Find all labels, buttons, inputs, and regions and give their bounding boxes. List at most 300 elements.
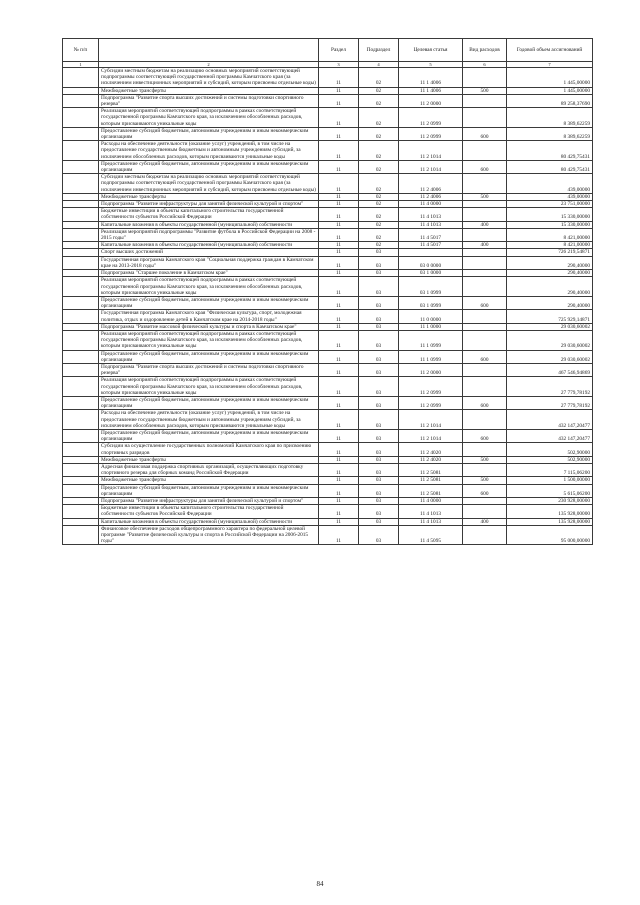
row-index-cell <box>63 193 99 200</box>
row-amount: 1 445,00000 <box>507 68 593 88</box>
row-exptype: 600 <box>463 127 507 140</box>
row-subsection: 03 <box>359 249 399 256</box>
row-name: Реализация мероприятий соответствующей подпрограммы в рамках соответствующей государственной программы Камчатского края, за исключением обособленных расходов, которым присваиваются уникальные коды <box>99 277 319 297</box>
row-amount: 439,00000 <box>507 193 593 200</box>
row-index-cell <box>63 323 99 330</box>
row-subsection: 03 <box>359 410 399 430</box>
row-amount: 27 779,78192 <box>507 396 593 409</box>
row-amount: 725 929,14871 <box>507 310 593 323</box>
row-amount: 290,40000 <box>507 256 593 269</box>
row-section: 11 <box>319 228 359 241</box>
table-header-row <box>63 39 593 62</box>
row-subsection: 03 <box>359 443 399 456</box>
row-target: 11 2 0000 <box>399 94 463 107</box>
row-target: 11 2 1014 <box>399 141 463 161</box>
table-row <box>63 410 593 430</box>
row-amount: 135 928,00000 <box>507 505 593 518</box>
row-amount: 290,40000 <box>507 270 593 277</box>
row-section: 11 <box>319 193 359 200</box>
row-amount: 29 030,60002 <box>507 330 593 350</box>
row-target: 11 4 5017 <box>399 228 463 241</box>
table-row <box>63 498 593 505</box>
row-section: 11 <box>319 363 359 376</box>
row-exptype <box>463 174 507 194</box>
row-subsection: 03 <box>359 256 399 269</box>
table-row <box>63 377 593 397</box>
row-name: Адресная финансовая поддержка спортивных организаций, осуществляющих подготовку спортивного резерва для сборных команд Российской Федерации <box>99 463 319 476</box>
row-exptype: 500 <box>463 87 507 94</box>
row-exptype: 600 <box>463 160 507 173</box>
row-section: 11 <box>319 141 359 161</box>
row-subsection: 03 <box>359 484 399 497</box>
table-row <box>63 443 593 456</box>
row-amount: 8 421,00000 <box>507 242 593 249</box>
row-name: Реализация мероприятий соответствующей подпрограммы в рамках соответствующей государственной программы Камчатского края, за исключением обособленных расходов, которым присваиваются уникальные коды <box>99 330 319 350</box>
row-amount: 290,40000 <box>507 296 593 309</box>
row-target: 03 0 0000 <box>399 256 463 269</box>
row-index-cell <box>63 277 99 297</box>
row-amount: 502,90000 <box>507 443 593 456</box>
row-section: 11 <box>319 456 359 463</box>
row-index-cell <box>63 505 99 518</box>
row-name: Межбюджетные трансферты <box>99 456 319 463</box>
table-row <box>63 456 593 463</box>
row-index-cell <box>63 160 99 173</box>
row-target: 11 1 0999 <box>399 330 463 350</box>
table-row <box>63 127 593 140</box>
row-subsection: 03 <box>359 456 399 463</box>
column-number: 6 <box>463 62 507 68</box>
row-amount: 8 421,00000 <box>507 228 593 241</box>
row-amount: 439,00000 <box>507 174 593 194</box>
table-row <box>63 221 593 228</box>
table-row <box>63 160 593 173</box>
row-amount: 89 258,37690 <box>507 94 593 107</box>
table-row <box>63 396 593 409</box>
row-target: 11 2 5081 <box>399 484 463 497</box>
row-subsection: 03 <box>359 429 399 442</box>
table-row <box>63 277 593 297</box>
row-index-cell <box>63 363 99 376</box>
row-amount: 15 330,00000 <box>507 208 593 221</box>
row-amount: 15 330,00000 <box>507 221 593 228</box>
row-section: 11 <box>319 377 359 397</box>
row-section: 11 <box>319 410 359 430</box>
row-target: 11 4 1013 <box>399 505 463 518</box>
row-target: 11 2 1014 <box>399 160 463 173</box>
table-row <box>63 350 593 363</box>
row-name: Подпрограмма "Развитие массовой физической культуры и спорта в Камчатском крае" <box>99 323 319 330</box>
row-exptype: 600 <box>463 396 507 409</box>
header-index: № п/п <box>63 39 99 62</box>
row-subsection: 03 <box>359 498 399 505</box>
row-name: Спорт высших достижений <box>99 249 319 256</box>
row-index-cell <box>63 68 99 88</box>
row-name: Государственная программа Камчатского края "Физическая культура, спорт, молодежная политика, отдых и оздоровление детей в Камчатском крае на 2014-2018 годы" <box>99 310 319 323</box>
row-target: 11 4 5095 <box>399 525 463 545</box>
row-section: 11 <box>319 108 359 128</box>
header-amount: Годовой объем ассигнований <box>507 39 593 62</box>
row-target: 11 2 5081 <box>399 463 463 476</box>
table-body <box>63 68 593 545</box>
row-index-cell <box>63 377 99 397</box>
row-section: 11 <box>319 484 359 497</box>
row-exptype <box>463 256 507 269</box>
row-amount: 27 779,78192 <box>507 377 593 397</box>
row-subsection: 02 <box>359 242 399 249</box>
row-index-cell <box>63 310 99 323</box>
row-index-cell <box>63 127 99 140</box>
row-name: Капитальные вложения в объекты государственной (муниципальной) собственности <box>99 242 319 249</box>
column-number: 1 <box>63 62 99 68</box>
row-exptype: 500 <box>463 193 507 200</box>
row-subsection: 02 <box>359 228 399 241</box>
row-name: Финансовое обеспечение расходов общепрограммного характера по федеральной целевой программе "Развитие физической культуры и спорта в Российской Федерации на 2006-2015 годы" <box>99 525 319 545</box>
row-subsection: 03 <box>359 296 399 309</box>
row-index-cell <box>63 256 99 269</box>
table-row <box>63 330 593 350</box>
row-section: 11 <box>319 477 359 484</box>
row-target: 11 1 0999 <box>399 350 463 363</box>
column-number: 3 <box>319 62 359 68</box>
row-name: Межбюджетные трансферты <box>99 193 319 200</box>
row-section: 11 <box>319 94 359 107</box>
table-row <box>63 270 593 277</box>
row-index-cell <box>63 208 99 221</box>
row-exptype: 600 <box>463 350 507 363</box>
page-number: 84 <box>316 880 324 888</box>
row-name: Расходы на обеспечение деятельности (оказание услуг) учреждений, в том числе на предоставление государственным бюджетным и автономным учреждениям субсидий, за исключением обособленных расходов, которым присваиваются уникальные коды <box>99 410 319 430</box>
header-subsection: Подраздел <box>359 39 399 62</box>
row-section: 11 <box>319 256 359 269</box>
row-name: Реализация мероприятий соответствующей подпрограммы в рамках соответствующей государственной программы Камчатского края, за исключением обособленных расходов, которым присваиваются уникальные коды <box>99 377 319 397</box>
row-section: 11 <box>319 127 359 140</box>
row-section: 11 <box>319 505 359 518</box>
row-subsection: 03 <box>359 396 399 409</box>
row-index-cell <box>63 249 99 256</box>
row-section: 11 <box>319 396 359 409</box>
row-exptype <box>463 108 507 128</box>
row-section: 11 <box>319 221 359 228</box>
row-subsection: 03 <box>359 463 399 476</box>
row-amount: 432 147,20477 <box>507 410 593 430</box>
row-subsection: 02 <box>359 221 399 228</box>
row-index-cell <box>63 477 99 484</box>
row-target: 11 0 0000 <box>399 310 463 323</box>
row-index-cell <box>63 350 99 363</box>
row-exptype <box>463 505 507 518</box>
table-row <box>63 94 593 107</box>
budget-table <box>62 38 593 545</box>
row-exptype <box>463 270 507 277</box>
row-amount: 8 389,62259 <box>507 127 593 140</box>
row-exptype: 400 <box>463 221 507 228</box>
table-row <box>63 68 593 88</box>
row-target: 11 4 1013 <box>399 221 463 228</box>
row-target: 11 2 4020 <box>399 443 463 456</box>
row-name: Бюджетные инвестиции в объекты капитального строительства государственной собственности субъектов Российской Федерации <box>99 208 319 221</box>
row-index-cell <box>63 484 99 497</box>
row-target: 11 2 4006 <box>399 174 463 194</box>
row-name: Субсидии на осуществление государственных полномочий Камчатского края по присвоению спортивных разрядов <box>99 443 319 456</box>
row-exptype <box>463 443 507 456</box>
row-amount: 135 928,00000 <box>507 518 593 525</box>
row-subsection: 03 <box>359 270 399 277</box>
row-exptype: 400 <box>463 242 507 249</box>
table-row <box>63 208 593 221</box>
row-amount: 1 500,00000 <box>507 477 593 484</box>
row-target: 11 4 1013 <box>399 518 463 525</box>
row-name: Реализация мероприятий соответствующей подпрограммы в рамках соответствующей государственной программы Камчатского края, за исключением обособленных расходов, которым присваиваются уникальные коды <box>99 108 319 128</box>
table-row <box>63 296 593 309</box>
row-exptype <box>463 208 507 221</box>
row-index-cell <box>63 410 99 430</box>
row-section: 11 <box>319 201 359 208</box>
row-target: 03 1 0000 <box>399 270 463 277</box>
row-amount: 29 030,60002 <box>507 350 593 363</box>
row-index-cell <box>63 94 99 107</box>
row-section: 11 <box>319 270 359 277</box>
row-target: 11 2 5081 <box>399 477 463 484</box>
row-target: 11 2 0999 <box>399 377 463 397</box>
header-target: Целевая статья <box>399 39 463 62</box>
table-row <box>63 228 593 241</box>
table-row <box>63 429 593 442</box>
row-name: Капитальные вложения в объекты государственной (муниципальной) собственности <box>99 221 319 228</box>
row-index-cell <box>63 108 99 128</box>
row-exptype <box>463 463 507 476</box>
row-section: 11 <box>319 443 359 456</box>
table-row <box>63 141 593 161</box>
table-row <box>63 323 593 330</box>
row-target: 11 2 0999 <box>399 396 463 409</box>
row-target <box>399 249 463 256</box>
row-amount: 502,90000 <box>507 456 593 463</box>
row-subsection: 03 <box>359 377 399 397</box>
row-index-cell <box>63 228 99 241</box>
row-amount: 467 546,94869 <box>507 363 593 376</box>
row-exptype <box>463 525 507 545</box>
row-subsection: 02 <box>359 108 399 128</box>
row-subsection: 02 <box>359 141 399 161</box>
row-exptype <box>463 498 507 505</box>
row-section: 11 <box>319 87 359 94</box>
header-exptype: Вид расходов <box>463 39 507 62</box>
row-target: 11 2 4006 <box>399 193 463 200</box>
row-subsection: 03 <box>359 323 399 330</box>
row-subsection: 02 <box>359 94 399 107</box>
row-index-cell <box>63 270 99 277</box>
row-name: Предоставление субсидий бюджетным, автономным учреждениям и иным некоммерческим организациям <box>99 296 319 309</box>
table-row <box>63 518 593 525</box>
row-amount: 23 751,00000 <box>507 201 593 208</box>
row-subsection: 02 <box>359 127 399 140</box>
column-number: 7 <box>507 62 593 68</box>
row-name: Государственная программа Камчатского края "Социальная поддержка граждан в Камчатском крае на 2013-2018 годы" <box>99 256 319 269</box>
row-name: Бюджетные инвестиции в объекты капитального строительства государственной собственности субъектов Российской Федерации <box>99 505 319 518</box>
table-row <box>63 477 593 484</box>
header-section: Раздел <box>319 39 359 62</box>
table-row <box>63 174 593 194</box>
row-name: Реализация мероприятий подпрограммы "Развитие футбола в Российской Федерации на 2008 - 2015 годы" <box>99 228 319 241</box>
row-exptype <box>463 141 507 161</box>
row-subsection: 03 <box>359 525 399 545</box>
row-amount: 290,40000 <box>507 277 593 297</box>
row-amount: 95 000,00000 <box>507 525 593 545</box>
row-exptype <box>463 323 507 330</box>
row-section: 11 <box>319 323 359 330</box>
row-section: 11 <box>319 249 359 256</box>
row-index-cell <box>63 242 99 249</box>
row-exptype <box>463 68 507 88</box>
row-target: 11 1 4006 <box>399 68 463 88</box>
row-name: Предоставление субсидий бюджетным, автономным учреждениям и иным некоммерческим организациям <box>99 127 319 140</box>
row-name: Капитальные вложения в объекты государственной (муниципальной) собственности <box>99 518 319 525</box>
row-subsection: 03 <box>359 505 399 518</box>
row-name: Расходы на обеспечение деятельности (оказание услуг) учреждений, в том числе на предоставление государственным бюджетным и автономным учреждениям субсидий, за исключением обособленных расходов, которым присваиваются уникальные коды <box>99 141 319 161</box>
row-index-cell <box>63 296 99 309</box>
row-index-cell <box>63 498 99 505</box>
row-target: 11 4 5017 <box>399 242 463 249</box>
row-subsection: 02 <box>359 68 399 88</box>
row-section: 11 <box>319 330 359 350</box>
row-exptype: 600 <box>463 296 507 309</box>
row-section: 11 <box>319 242 359 249</box>
row-target: 11 1 0000 <box>399 323 463 330</box>
table-row <box>63 363 593 376</box>
row-name: Подпрограмма "Старшее поколение в Камчатском крае" <box>99 270 319 277</box>
row-exptype <box>463 228 507 241</box>
row-subsection: 03 <box>359 350 399 363</box>
row-subsection: 03 <box>359 518 399 525</box>
table-row <box>63 256 593 269</box>
row-name: Подпрограмма "Развитие спорта высших достижений и системы подготовки спортивного резерва" <box>99 363 319 376</box>
row-section: 11 <box>319 525 359 545</box>
row-name: Межбюджетные трансферты <box>99 87 319 94</box>
row-amount: 7 115,06200 <box>507 463 593 476</box>
row-target: 11 2 0000 <box>399 363 463 376</box>
row-amount: 29 030,60002 <box>507 323 593 330</box>
row-amount: 5 615,06200 <box>507 484 593 497</box>
row-index-cell <box>63 456 99 463</box>
column-number: 2 <box>99 62 319 68</box>
row-target: 11 2 0999 <box>399 108 463 128</box>
row-target: 03 1 0999 <box>399 277 463 297</box>
table-row <box>63 201 593 208</box>
row-section: 11 <box>319 68 359 88</box>
row-exptype: 600 <box>463 484 507 497</box>
row-section: 11 <box>319 174 359 194</box>
row-exptype <box>463 277 507 297</box>
column-number: 5 <box>399 62 463 68</box>
row-section: 11 <box>319 350 359 363</box>
row-subsection: 02 <box>359 208 399 221</box>
row-target: 11 2 4020 <box>399 456 463 463</box>
row-subsection: 02 <box>359 201 399 208</box>
row-section: 11 <box>319 277 359 297</box>
row-index-cell <box>63 525 99 545</box>
table-row <box>63 484 593 497</box>
row-subsection: 03 <box>359 363 399 376</box>
row-name: Предоставление субсидий бюджетным, автономным учреждениям и иным некоммерческим организациям <box>99 396 319 409</box>
row-index-cell <box>63 518 99 525</box>
table-row <box>63 193 593 200</box>
row-subsection: 02 <box>359 174 399 194</box>
row-name: Субсидии местным бюджетам на реализацию основных мероприятий соответствующей подпрограммы соответствующей государственной программы Камчатского края (за исключением инвестиционных мероприятий и субсидий, которым присвоены отдельные коды) <box>99 174 319 194</box>
table-row <box>63 505 593 518</box>
row-index-cell <box>63 87 99 94</box>
row-subsection: 02 <box>359 87 399 94</box>
row-name: Подпрограмма "Развитие инфраструктуры для занятий физической культурой и спортом" <box>99 498 319 505</box>
row-exptype <box>463 310 507 323</box>
row-index-cell <box>63 443 99 456</box>
row-subsection: 02 <box>359 193 399 200</box>
row-exptype <box>463 249 507 256</box>
row-index-cell <box>63 221 99 228</box>
row-name: Предоставление субсидий бюджетным, автономным учреждениям и иным некоммерческим организациям <box>99 350 319 363</box>
row-exptype: 400 <box>463 518 507 525</box>
row-exptype <box>463 410 507 430</box>
row-name: Предоставление субсидий бюджетным, автономным учреждениям и иным некоммерческим организациям <box>99 484 319 497</box>
row-target: 03 1 0999 <box>399 296 463 309</box>
row-name: Межбюджетные трансферты <box>99 477 319 484</box>
row-index-cell <box>63 201 99 208</box>
column-number: 4 <box>359 62 399 68</box>
row-section: 11 <box>319 498 359 505</box>
table-row <box>63 108 593 128</box>
row-amount: 8 389,62259 <box>507 108 593 128</box>
row-exptype <box>463 94 507 107</box>
row-target: 11 4 0000 <box>399 201 463 208</box>
table-row <box>63 310 593 323</box>
table-row <box>63 87 593 94</box>
row-index-cell <box>63 174 99 194</box>
table-row <box>63 249 593 256</box>
row-section: 11 <box>319 429 359 442</box>
row-name: Предоставление субсидий бюджетным, автономным учреждениям и иным некоммерческим организациям <box>99 429 319 442</box>
table-row <box>63 525 593 545</box>
row-target: 11 2 1014 <box>399 429 463 442</box>
row-index-cell <box>63 141 99 161</box>
row-exptype: 500 <box>463 456 507 463</box>
row-amount: 230 928,00000 <box>507 498 593 505</box>
row-name: Подпрограмма "Развитие спорта высших достижений и системы подготовки спортивного резерва" <box>99 94 319 107</box>
row-subsection: 03 <box>359 310 399 323</box>
row-exptype: 500 <box>463 477 507 484</box>
row-section: 11 <box>319 310 359 323</box>
row-amount: 80 429,75431 <box>507 160 593 173</box>
row-exptype <box>463 330 507 350</box>
row-amount: 432 147,20477 <box>507 429 593 442</box>
row-subsection: 03 <box>359 477 399 484</box>
row-index-cell <box>63 330 99 350</box>
row-target: 11 2 0999 <box>399 127 463 140</box>
table-row <box>63 463 593 476</box>
row-target: 11 4 0000 <box>399 498 463 505</box>
row-section: 11 <box>319 518 359 525</box>
row-amount: 1 445,00000 <box>507 87 593 94</box>
row-section: 11 <box>319 463 359 476</box>
row-name: Субсидии местным бюджетам на реализацию основных мероприятий соответствующей подпрограммы соответствующей государственной программы Камчатского края (за исключением инвестиционных мероприятий и субсидий, которым присвоены отдельные коды) <box>99 68 319 88</box>
row-amount: 726 219,54871 <box>507 249 593 256</box>
row-index-cell <box>63 463 99 476</box>
row-name: Подпрограмма "Развитие инфраструктуры для занятий физической культурой и спортом" <box>99 201 319 208</box>
row-section: 11 <box>319 208 359 221</box>
row-target: 11 4 1013 <box>399 208 463 221</box>
row-index-cell <box>63 396 99 409</box>
row-subsection: 03 <box>359 330 399 350</box>
row-subsection: 03 <box>359 277 399 297</box>
